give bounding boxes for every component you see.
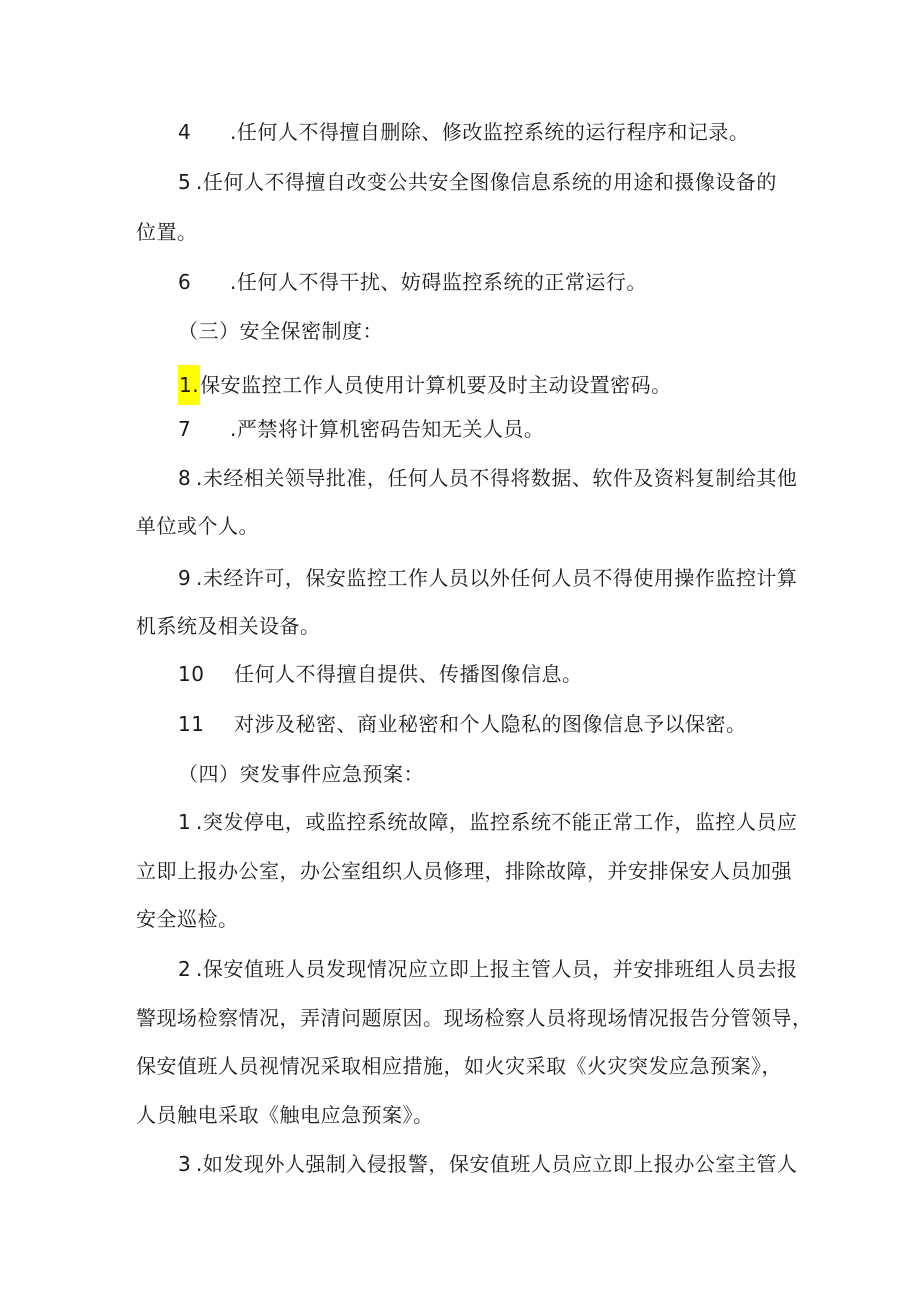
item-number: 8 (178, 466, 192, 490)
item-text: 位置。 (136, 220, 198, 244)
continuation-line (136, 905, 239, 933)
item-text: 单位或个人。 (136, 514, 259, 538)
continuation-line (136, 1052, 782, 1080)
item-8-line (178, 464, 797, 492)
item-number: 1 (178, 810, 192, 834)
item-text: 保安监控工作人员使用计算机要及时主动设置密码。 (200, 373, 672, 397)
item-text: 对涉及秘密、商业秘密和个人隐私的图像信息予以保密。 (234, 712, 747, 736)
item-number: 4 (178, 120, 192, 144)
item-number: 9 (178, 566, 192, 590)
item-number: 5 (178, 170, 192, 194)
continuation-line (136, 512, 259, 540)
item-9-line (178, 564, 797, 592)
item-text: .严禁将计算机密码告知无关人员。 (230, 417, 545, 441)
section-heading-4 (178, 760, 424, 788)
continuation-line (136, 1101, 434, 1129)
item-number: 6 (178, 270, 192, 294)
item-number: 2 (178, 957, 192, 981)
item-11-line (178, 710, 747, 738)
item-text: .如发现外人强制入侵报警，保安值班人员应立即上报办公室主管人 (196, 1152, 798, 1176)
item-6-line (178, 268, 647, 296)
highlighted-number: 1. (178, 365, 200, 405)
section-heading-text: （三）安全保密制度： (178, 319, 383, 343)
item-text: .保安值班人员发现情况应立即上报主管人员，并安排班组人员去报 (196, 957, 798, 981)
item-number: 10 (178, 662, 205, 686)
item-7-line (178, 415, 544, 443)
item-4-line (178, 118, 749, 146)
item-text: 任何人不得擅自提供、传播图像信息。 (234, 662, 583, 686)
item-number: 7 (178, 417, 192, 441)
item-text: 安全巡检。 (136, 907, 239, 931)
item-1-line (178, 808, 797, 836)
item-1-highlighted-line (178, 365, 672, 405)
section-heading-3 (178, 317, 383, 345)
item-text: .任何人不得擅自改变公共安全图像信息系统的用途和摄像设备的 (196, 170, 777, 194)
item-text: .未经相关领导批准，任何人员不得将数据、软件及资料复制给其他 (196, 466, 798, 490)
item-text: .突发停电，或监控系统故障，监控系统不能正常工作，监控人员应 (196, 810, 798, 834)
item-5-line (178, 168, 777, 196)
continuation-line (136, 612, 321, 640)
continuation-line (136, 1004, 813, 1032)
item-2-line (178, 955, 797, 983)
item-3-line (178, 1150, 797, 1178)
item-10-line (178, 660, 583, 688)
item-text: 人员触电采取《触电应急预案》。 (136, 1103, 434, 1127)
item-text: .任何人不得擅自删除、修改监控系统的运行程序和记录。 (230, 120, 750, 144)
item-text: 机系统及相关设备。 (136, 614, 321, 638)
item-text: 警现场检察情况，弄清问题原因。现场检察人员将现场情况报告分管领导， (136, 1006, 813, 1030)
item-text: .任何人不得干扰、妨碍监控系统的正常运行。 (230, 270, 647, 294)
item-text: .未经许可，保安监控工作人员以外任何人员不得使用操作监控计算 (196, 566, 798, 590)
item-text: 保安值班人员视情况采取相应措施，如火灾采取《火灾突发应急预案》， (136, 1054, 782, 1078)
section-heading-text: （四）突发事件应急预案： (178, 762, 424, 786)
continuation-line (136, 218, 198, 246)
item-number: 3 (178, 1152, 192, 1176)
item-text: 立即上报办公室，办公室组织人员修理，排除故障，并安排保安人员加强 (136, 859, 792, 883)
item-number: 11 (178, 712, 205, 736)
continuation-line (136, 857, 792, 885)
